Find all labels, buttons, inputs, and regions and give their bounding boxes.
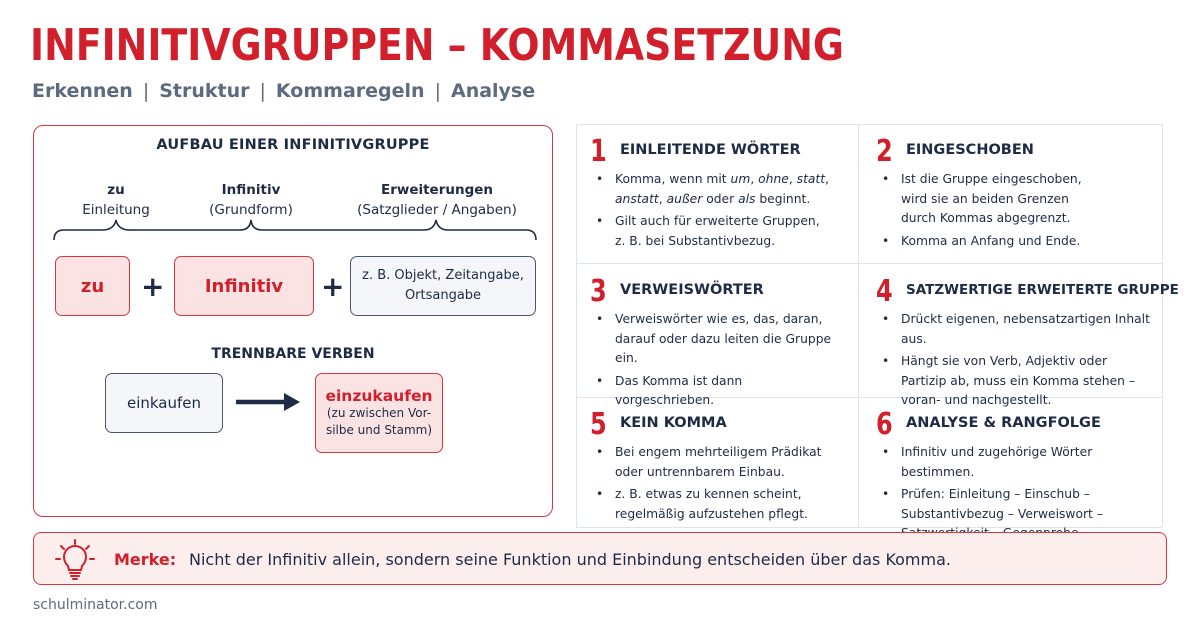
box-infinitiv: Infinitiv xyxy=(174,256,314,316)
rule-item: • Prüfen: Einleitung – Einschub – Substantivbezug – Verweiswort – xyxy=(882,485,1160,544)
merke-text: Nicht der Infinitiv allein, sondern seine Funktion und Einbindung entscheiden über das Komma. xyxy=(189,550,951,569)
structure-heading: AUFBAU EINER INFINITIVGRUPPE xyxy=(156,137,430,153)
plus-sign: + xyxy=(141,270,165,303)
column-label-erweiterungen xyxy=(352,180,522,220)
rule-item: • Komma, wenn mit um, ohne, statt, anstatt, außer oder als beginnt. xyxy=(596,170,829,209)
brace-icon xyxy=(52,218,538,248)
rule-number: 4 xyxy=(876,274,893,309)
column-label-infinitiv xyxy=(191,180,311,220)
arrow-right-icon xyxy=(234,390,304,414)
column-label-strong: Erweiterungen xyxy=(380,182,494,198)
rule-item: • Bei engem mehrteiligem Prädikat oder untrennbarem Einbau. xyxy=(596,443,822,482)
rule-heading: ANALYSE & RANGFOLGE xyxy=(906,415,1101,431)
subtitle-item: Analyse xyxy=(450,80,536,102)
column-label-sub: Einleitung xyxy=(82,202,150,218)
subtitle xyxy=(32,80,535,102)
subtitle-separator: | xyxy=(142,80,150,102)
rule-number: 6 xyxy=(876,407,893,442)
rule-item: • Komma an Anfang und Ende. xyxy=(882,232,1082,252)
page-title: INFINITIVGRUPPEN – KOMMASETZUNG xyxy=(30,20,844,71)
rule-list xyxy=(596,443,822,527)
box-einzukaufen-note: (zu zwischen Vor- xyxy=(326,406,432,420)
rule-item: • Verweiswörter wie es, das, daran, darauf oder dazu leiten die Gruppe ein. xyxy=(596,310,852,369)
grid-divider xyxy=(1162,124,1163,527)
box-einzukaufen xyxy=(315,373,443,453)
subtitle-separator: | xyxy=(259,80,266,102)
subtitle-item: Erkennen xyxy=(32,80,133,102)
rule-list xyxy=(596,170,829,254)
column-label-strong: zu xyxy=(107,182,125,198)
box-einkaufen: einkaufen xyxy=(105,373,223,433)
rule-heading: EINGESCHOBEN xyxy=(906,142,1034,158)
rule-list xyxy=(596,310,852,414)
rule-heading: KEIN KOMMA xyxy=(620,415,727,431)
subtitle-item: Struktur xyxy=(159,80,250,102)
rule-item: • Drückt eigenen, nebensatzartigen Inhalt aus. xyxy=(882,310,1160,349)
box-einzukaufen-main: einzukaufen xyxy=(325,387,433,405)
rule-heading: VERWEISWÖRTER xyxy=(620,282,764,298)
rule-list xyxy=(882,170,1082,254)
box-erweiterungen xyxy=(350,256,536,316)
box-einzukaufen-note: silbe und Stamm) xyxy=(325,423,433,437)
plus-sign: + xyxy=(321,270,345,303)
column-label-strong: Infinitiv xyxy=(221,182,281,198)
subtitle-separator: | xyxy=(434,80,441,102)
grid-divider xyxy=(576,124,577,527)
subtitle-item: Kommaregeln xyxy=(275,80,425,102)
rule-list xyxy=(882,310,1160,414)
rule-card xyxy=(876,134,1156,259)
rule-card xyxy=(590,407,852,525)
rule-item: • Infinitiv und zugehörige Wörter bestimmen. xyxy=(882,443,1160,482)
rule-number: 3 xyxy=(590,274,607,309)
column-label-sub: (Grundform) xyxy=(209,202,293,218)
rule-item: • Ist die Gruppe eingeschoben, wird sie an beiden Grenzen durch Kommas abgegrenzt. xyxy=(882,170,1082,229)
grid-divider xyxy=(576,263,1162,264)
column-label-zu xyxy=(76,180,156,220)
lightbulb-icon xyxy=(52,536,98,582)
rule-card xyxy=(876,407,1160,525)
rule-item: • Das Komma ist dann vorgeschrieben. xyxy=(596,372,852,411)
footer-link[interactable]: schulminator.com xyxy=(33,597,158,613)
box-zu: zu xyxy=(55,256,130,316)
rule-card xyxy=(590,274,852,407)
column-label-sub: (Satzglieder / Angaben) xyxy=(357,202,517,218)
rule-card xyxy=(590,134,852,259)
box-erweiterungen-line: Ortsangabe xyxy=(404,288,482,303)
separable-heading: TRENNBARE VERBEN xyxy=(211,346,375,362)
rule-number: 5 xyxy=(590,407,607,442)
grid-divider xyxy=(858,124,859,527)
rule-item: • Gilt auch für erweiterte Gruppen, z. B. bei Substantivbezug. xyxy=(596,212,829,251)
rule-number: 1 xyxy=(590,134,607,169)
rule-number: 2 xyxy=(876,134,893,169)
grid-divider xyxy=(576,124,1162,125)
rule-heading: EINLEITENDE WÖRTER xyxy=(620,142,801,158)
rule-item: • Hängt sie von Verb, Adjektiv oder Partizip ab, muss ein Komma stehen – voran- und nachgestellt. xyxy=(882,352,1160,411)
box-erweiterungen-line: z. B. Objekt, Zeitangabe, xyxy=(362,268,524,283)
merke-callout xyxy=(33,532,1167,585)
rule-list xyxy=(882,443,1160,547)
rule-heading: SATZWERTIGE ERWEITERTE GRUPPE xyxy=(906,282,1179,298)
structure-panel xyxy=(33,125,553,517)
merke-label: Merke: xyxy=(114,550,177,569)
rule-card xyxy=(876,274,1179,407)
rule-item: • z. B. etwas zu kennen scheint, regelmäßig aufzustehen pflegt. xyxy=(596,485,822,524)
